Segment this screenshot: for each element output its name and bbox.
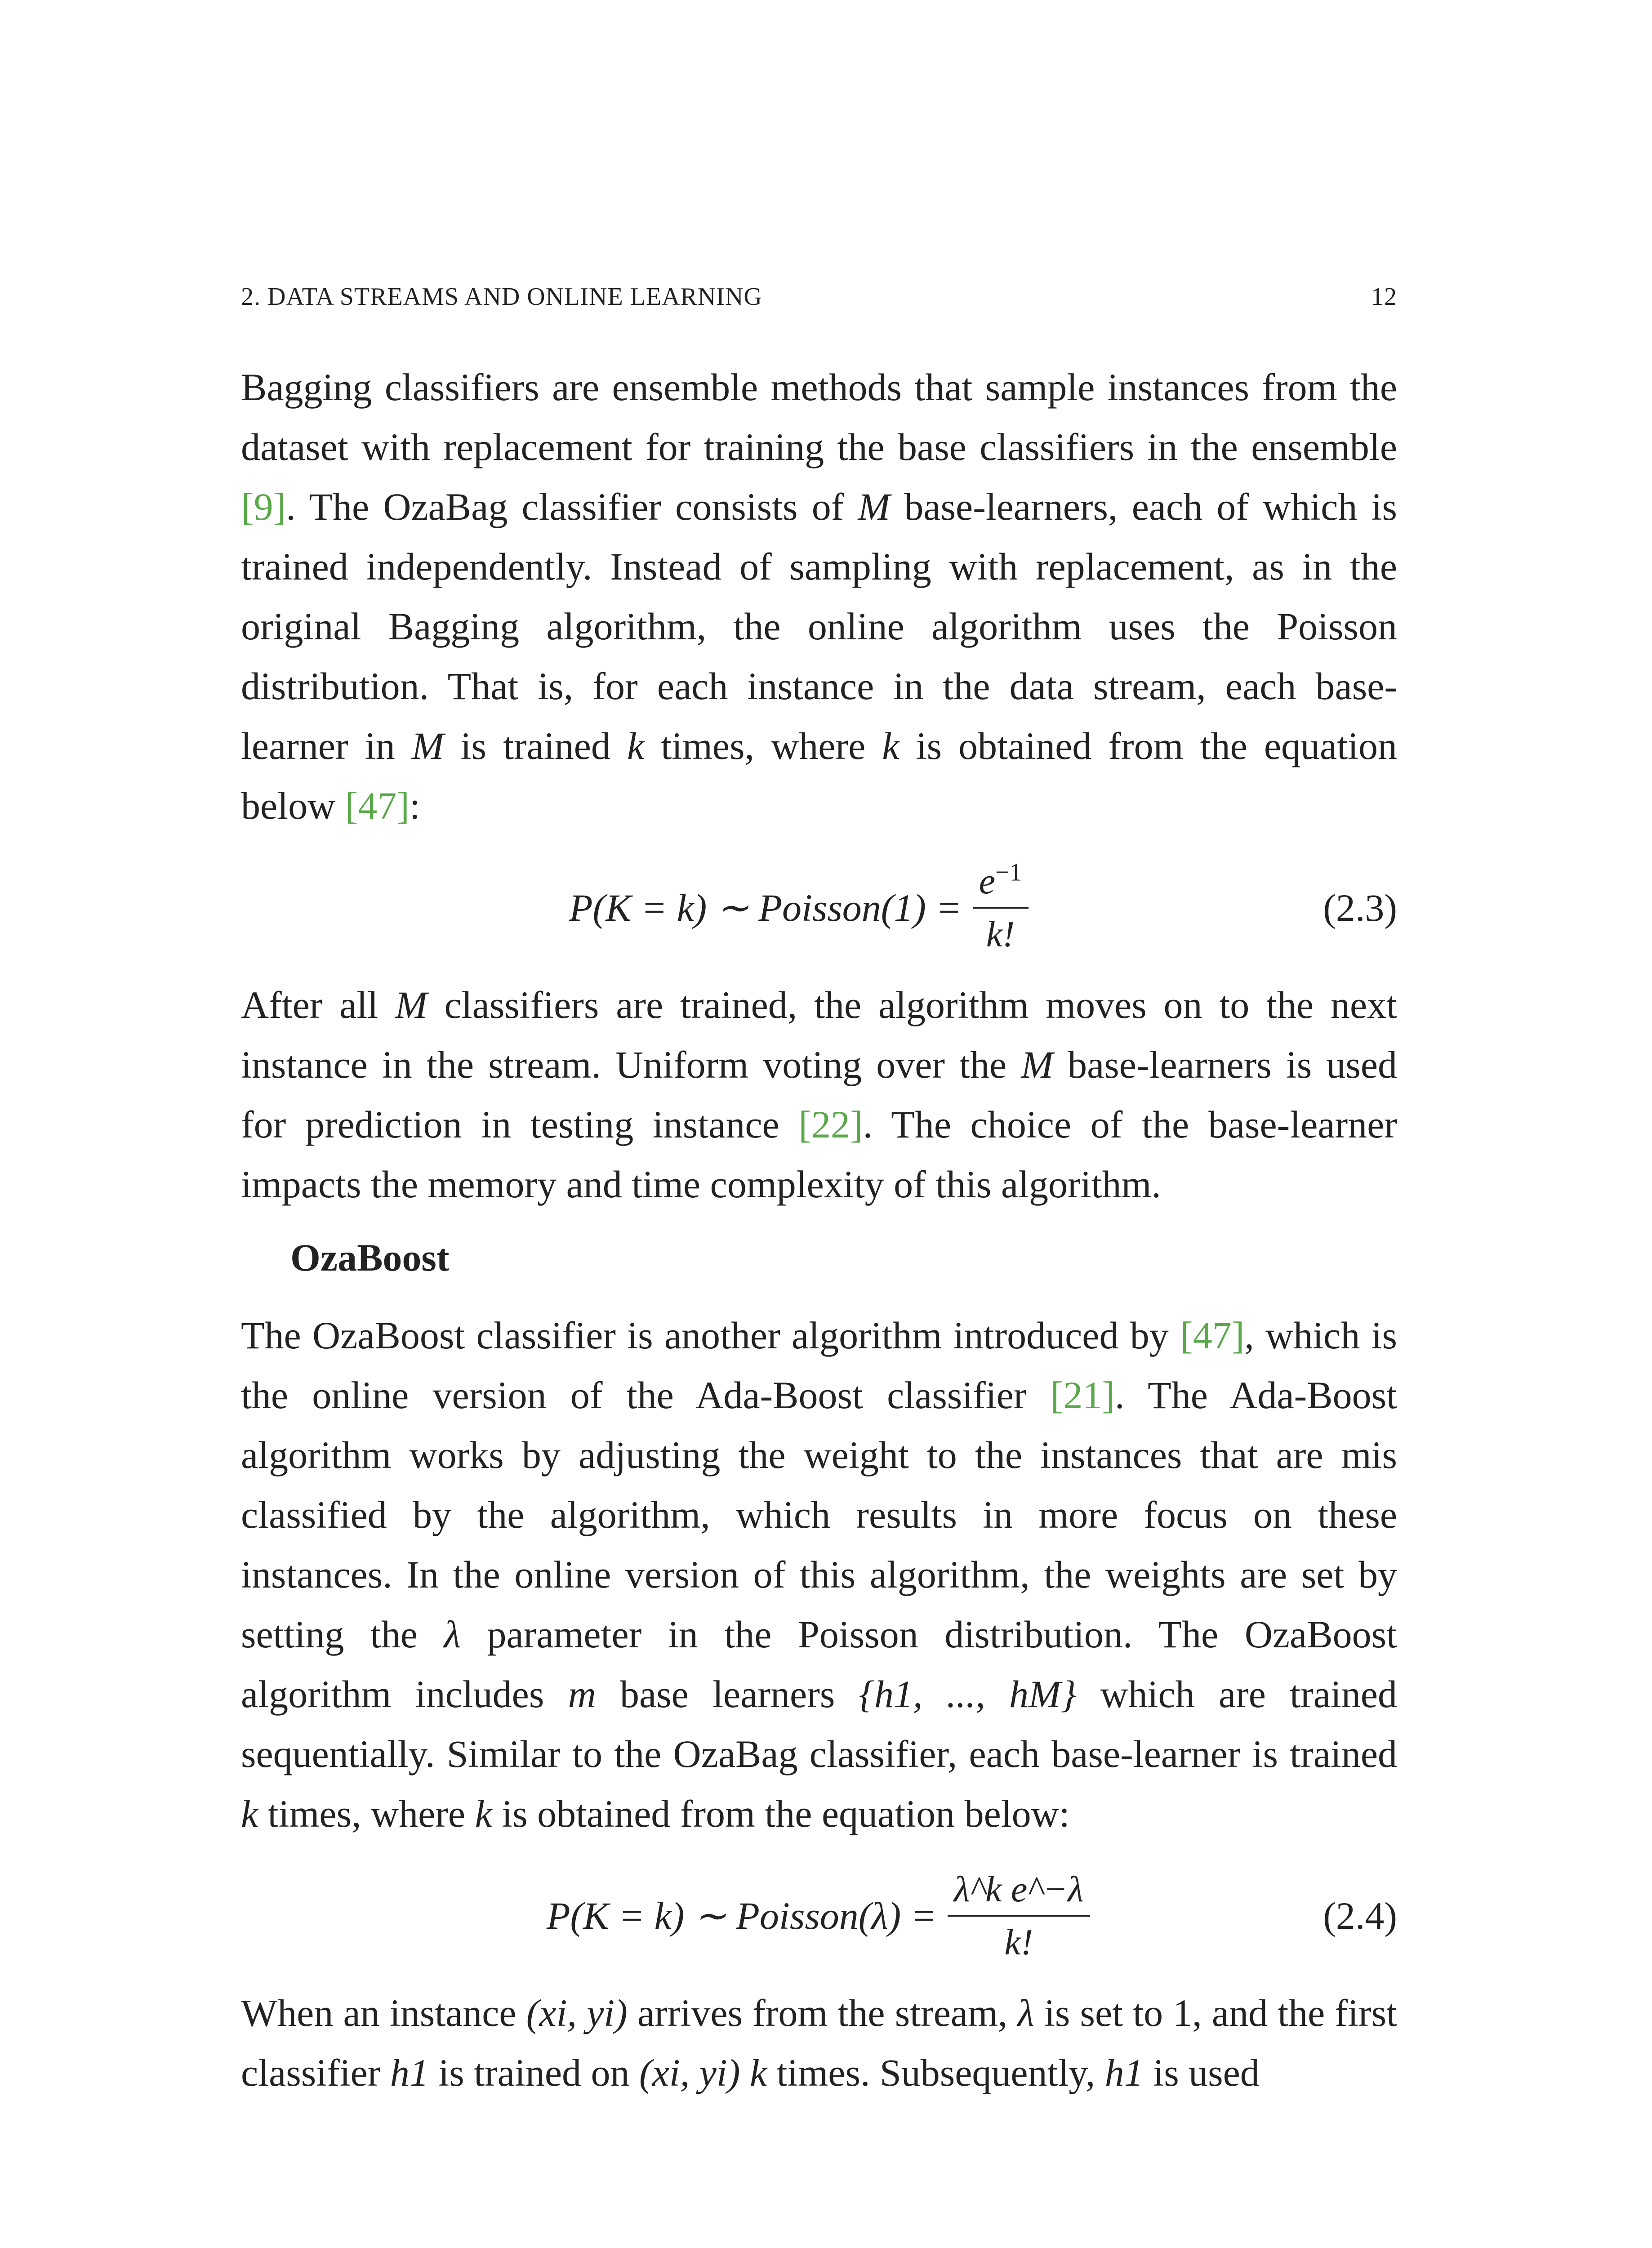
text-run: , which is the online version of the Ada-Boost classifier: [241, 1314, 1397, 1417]
math-symbol: M: [1021, 1043, 1053, 1086]
text-run: . The choice of the base-learner impacts the memory and time complexity of this algorithm.: [241, 1103, 1397, 1206]
fraction-numerator: [973, 858, 1029, 909]
text-run: classifiers are trained, the algorithm moves on to the next instance in the stream. Uniform voting over the: [241, 983, 1398, 1086]
math-symbol: M: [395, 983, 427, 1026]
paragraph-ozaboost: [241, 1306, 1397, 1844]
math-symbol: e: [979, 861, 996, 901]
equation-lhs: P(K = k) ∼ Poisson(1) =: [569, 886, 962, 929]
exponent: −1: [995, 858, 1022, 887]
paragraph-ozabag-intro: [241, 357, 1397, 836]
text-run: [740, 2051, 750, 2094]
equation-number: (2.3): [1323, 886, 1397, 929]
text-run: base-learners, each of which is trained independently. Instead of sampling with replacement, as in the original Bagging algorithm, the online algorithm uses the Poisson distribution. That is, for each instance in the data stream, each base-learner in: [241, 485, 1397, 767]
text-run: is set to 1, and the first classifier: [241, 1991, 1398, 2094]
text-run: . The OzaBag classifier consists of: [286, 485, 858, 528]
text-run: arrives from the stream,: [627, 1991, 1018, 2034]
fraction-numerator: λ^k e^−λ: [948, 1871, 1090, 1917]
math-symbol: k: [627, 724, 645, 767]
text-run: is trained: [444, 724, 627, 767]
math-symbol: {h1, ..., hM}: [859, 1673, 1077, 1716]
fraction-denominator: k!: [1004, 1922, 1033, 1963]
citation-link[interactable]: [9]: [241, 485, 286, 528]
text-run: base-learners is used for prediction in testing instance: [241, 1043, 1397, 1146]
text-run: is trained on: [428, 2051, 640, 2094]
math-symbol: k: [749, 2051, 767, 2094]
text-run: :: [409, 784, 420, 827]
math-symbol: (xi, yi): [526, 1991, 628, 2034]
running-header: [241, 281, 1397, 312]
equation-2-3: [241, 840, 1397, 975]
text-run: After all: [241, 983, 396, 1026]
citation-link[interactable]: [47]: [345, 784, 410, 827]
page-number: 12: [1371, 283, 1397, 311]
text-run: . The Ada-Boost algorithm works by adjusting the weight to the instances that are mis classified by the algorithm, which results in more focus on these instances. In the online version of this algorithm, the weights are set by setting the: [241, 1374, 1397, 1656]
text-run: is obtained from the equation below: [241, 724, 1398, 827]
text-run: times, where: [258, 1792, 475, 1835]
math-symbol: M: [411, 724, 444, 767]
text-run: When an instance: [241, 1991, 526, 2034]
equation-2-4: [241, 1848, 1397, 1983]
math-symbol: k: [475, 1792, 492, 1835]
text-run: is obtained from the equation below:: [492, 1792, 1070, 1835]
citation-link[interactable]: [22]: [798, 1103, 863, 1146]
equation-lhs: P(K = k) ∼ Poisson(λ) =: [547, 1894, 937, 1937]
text-run: The OzaBoost classifier is another algorithm introduced by: [241, 1314, 1180, 1357]
text-run: times. Subsequently,: [767, 2051, 1105, 2094]
fraction: [948, 1871, 1090, 1961]
equation-number: (2.4): [1323, 1894, 1397, 1937]
math-symbol: M: [858, 485, 891, 528]
text-run: is used: [1143, 2051, 1260, 2094]
section-heading: OzaBoost: [290, 1236, 450, 1279]
fraction: [973, 858, 1029, 955]
math-symbol: h1: [1104, 2051, 1144, 2094]
citation-link[interactable]: [21]: [1050, 1374, 1115, 1417]
math-symbol: λ: [444, 1613, 461, 1656]
body-text: [241, 357, 1397, 2103]
math-symbol: h1: [390, 2051, 429, 2094]
text-run: which are trained sequentially. Similar to the OzaBag classifier, each base-learner is trained: [241, 1673, 1398, 1775]
fraction-denominator: k!: [986, 914, 1015, 955]
citation-link[interactable]: [47]: [1180, 1314, 1245, 1357]
math-symbol: m: [568, 1673, 596, 1716]
math-symbol: k: [882, 724, 899, 767]
equation-expression: [547, 1848, 1090, 1983]
text-run: times, where: [644, 724, 882, 767]
running-title: 2. DATA STREAMS AND ONLINE LEARNING: [241, 283, 762, 311]
paragraph-ozabag-voting: [241, 975, 1397, 1214]
math-symbol: k: [241, 1792, 258, 1835]
text-run: base learners: [596, 1673, 859, 1716]
math-symbol: (xi, yi): [639, 2051, 740, 2094]
text-run: Bagging classifiers are ensemble methods that sample instances from the dataset with replacement for training the base classifiers in the ensemble: [241, 366, 1397, 468]
text-run: parameter in the Poisson distribution. The OzaBoost algorithm includes: [241, 1613, 1398, 1716]
equation-expression: [569, 840, 1029, 975]
math-symbol: λ: [1017, 1991, 1034, 2034]
paragraph-ozaboost-training: [241, 1983, 1397, 2103]
